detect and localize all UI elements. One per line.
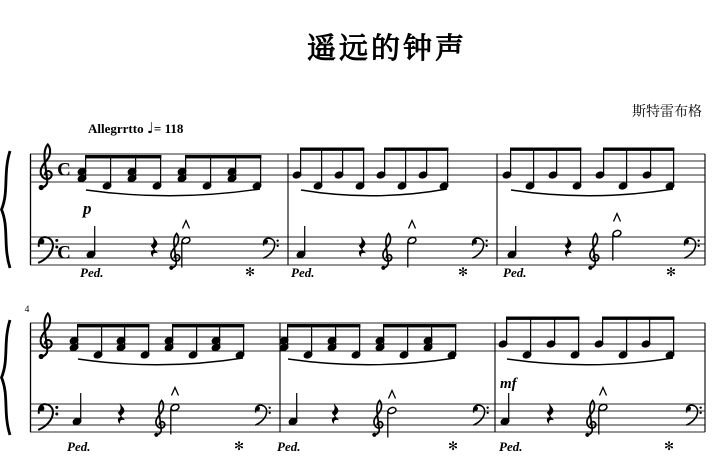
pedal-release [666,265,676,279]
marcato-accent [409,221,416,229]
half-note [181,236,191,267]
eighth-note-run [498,317,675,365]
clef-change-bass [686,405,702,425]
eighth-note [665,319,675,360]
clef-change-treble [372,400,382,436]
eighth-note [102,157,112,190]
svg-text:Ped.: Ped. [67,439,91,454]
bass-voice [288,391,489,438]
slur [78,358,243,365]
eighth-note [447,326,457,359]
eighth-note [355,150,365,191]
svg-text:Ped.: Ped. [499,439,523,454]
quarter-note [86,226,96,259]
grand-staff-system [2,305,706,454]
svg-text:Ped.: Ped. [503,265,527,280]
beam [300,148,364,151]
measure [277,323,495,454]
svg-text:✻: ✻ [663,439,675,453]
beam [602,317,674,320]
eighth-note [618,150,628,191]
pedal-release [234,439,244,453]
half-note [612,229,622,260]
beam [603,148,674,151]
beam [77,324,149,327]
beam [510,148,581,151]
eighth-note-run [502,148,675,196]
staff-lines [30,323,705,432]
measure [502,148,705,281]
quarter-rest [547,403,554,424]
eighth-note [399,326,409,359]
eighth-note [252,157,262,190]
bass-voice [507,214,700,270]
quarter-rest [151,236,158,257]
svg-text:Ped.: Ped. [291,265,315,280]
svg-text:Ped.: Ped. [277,439,301,454]
brace [2,151,11,268]
slur [288,358,455,365]
treble-clef [39,314,52,360]
pedal-release [458,265,468,279]
pedal-release [448,439,458,453]
marcato-accent [614,214,621,222]
quarter-rest [359,236,366,257]
quarter-note [507,226,517,259]
svg-text:C: C [57,242,71,264]
bass-voice [86,221,279,270]
slur [301,189,447,196]
half-note [407,236,417,267]
bass-voice [72,388,271,437]
eighth-note [570,319,580,360]
eighth-note [665,150,675,191]
eighth-note [572,150,582,191]
eighth-note [140,326,150,359]
slur [507,358,673,365]
beam [506,317,579,320]
beam [172,324,244,327]
eighth-note [303,326,313,359]
clef-change-bass [684,238,700,258]
quarter-rest [118,403,125,424]
eighth-note [397,150,407,191]
eighth-note [188,326,198,359]
half-note [598,403,608,434]
svg-text:✻: ✻ [244,265,256,279]
beam [383,324,456,327]
pedal-mark [80,265,103,280]
clef-change-treble [588,233,598,269]
eighth-note [235,326,245,359]
bass-clef [38,237,58,262]
svg-text:4: 4 [24,305,30,315]
svg-text:✻: ✻ [233,439,245,453]
beam [85,155,161,158]
time-signature [57,160,71,264]
piece-title: 遥远的钟声 [306,33,468,65]
dynamic-mark [500,376,519,392]
marcato-accent [600,388,607,396]
beam [185,155,261,158]
pedal-mark [67,439,90,454]
grand-staff-system [2,145,706,281]
eighth-note [152,157,162,190]
brace [2,320,11,435]
quarter-note [288,393,298,426]
svg-text:Ped.: Ped. [80,265,104,280]
tempo-text: Allegrrtto [88,121,147,136]
beam [287,324,360,327]
quarter-note [72,393,82,426]
eighth-note [439,150,449,191]
pedal-mark [503,265,526,280]
measure [67,323,280,454]
dynamic-mark [81,199,92,218]
bass-clef [38,404,58,429]
half-note [170,403,180,434]
clef-change-bass [263,238,279,258]
clef-change-treble [169,233,179,269]
treble-clef [39,145,52,191]
eighth-note [202,157,212,190]
clef-change-bass [255,405,271,425]
quarter-rest [565,236,572,257]
pedal-mark [277,439,300,454]
clef-change-bass [472,238,488,258]
slur [86,189,260,196]
svg-text:✻: ✻ [457,265,469,279]
measure-number [25,305,30,315]
pedal-mark [291,265,314,280]
composer-name: 斯特雷布格 [632,105,702,120]
marcato-accent [172,388,179,396]
clef-change-bass [473,405,489,425]
slur [511,189,673,196]
eighth-note [93,326,103,359]
marcato-accent [183,221,190,229]
eighth-note-run [292,148,449,196]
pedal-mark [499,439,522,454]
pedal-release [245,265,255,279]
svg-text:p: p [83,199,92,218]
svg-text:✻: ✻ [665,265,677,279]
bass-voice [500,388,702,437]
measure [291,148,497,281]
bass-voice [296,221,488,270]
eighth-note [618,319,628,360]
eighth-note [313,150,323,191]
clef-change-treble [381,233,391,269]
quarter-note-icon: ♩ [146,119,154,137]
quarter-rest [332,403,339,424]
eighth-note [522,319,532,360]
quarter-note [500,393,510,426]
measure [77,154,288,280]
clef-change-treble [585,400,595,436]
clef-change-treble [154,400,164,436]
beam [384,148,448,151]
half-note [387,406,397,437]
marcato-accent [389,391,396,399]
svg-text:C: C [57,159,71,181]
quarter-note [296,226,306,259]
eighth-note [525,150,535,191]
pedal-release [664,439,674,453]
svg-text:mf: mf [500,376,517,392]
svg-text:✻: ✻ [447,439,459,453]
eighth-note [351,326,361,359]
tempo-value: = 118 [153,121,184,136]
